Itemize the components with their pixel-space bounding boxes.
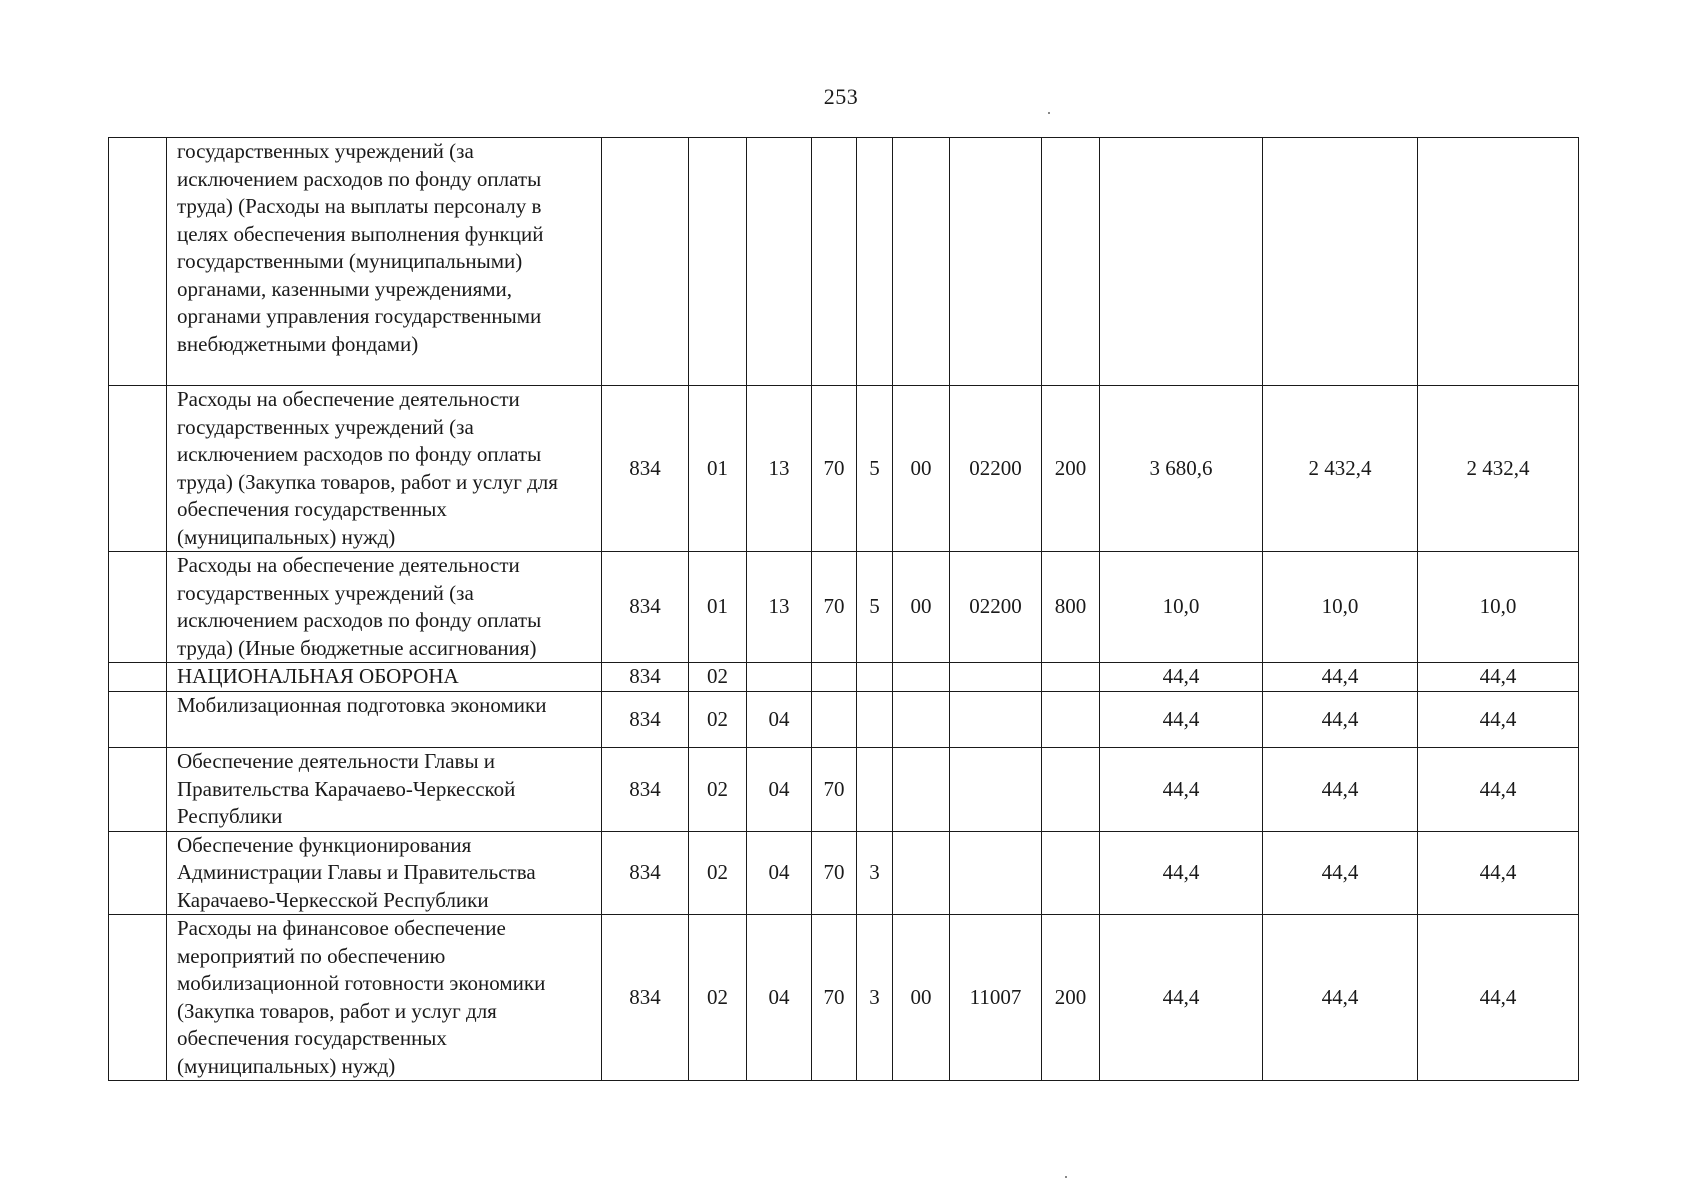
expense-type-code	[1042, 663, 1100, 692]
table-body	[109, 138, 1579, 1081]
expense-type-code: 200	[1042, 915, 1100, 1081]
target-code-subprogram: 3	[857, 915, 893, 1081]
target-code-subprogram	[857, 663, 893, 692]
amount-year-2: 44,4	[1263, 663, 1418, 692]
amount-year-1: 44,4	[1100, 692, 1263, 748]
expense-name: Расходы на финансовое обеспечение мероприятий по обеспечению мобилизационной готовности экономики (Закупка товаров, работ и услуг для обеспечения государственных (муниципальных) нужд)	[167, 915, 602, 1081]
row-number-cell	[109, 663, 167, 692]
amount-year-3: 2 432,4	[1418, 386, 1579, 552]
amount-year-1: 44,4	[1100, 748, 1263, 832]
expense-name: государственных учреждений (за исключением расходов по фонду оплаты труда) (Расходы на выплаты персоналу в целях обеспечения выполнения функций государственными (муниципальными) органами, казенными учреждениями, органами управления государственными внебюджетными фондами)	[167, 138, 602, 386]
ved-code: 834	[602, 748, 689, 832]
expense-type-code	[1042, 138, 1100, 386]
expense-type-code	[1042, 692, 1100, 748]
expense-name: НАЦИОНАЛЬНАЯ ОБОРОНА	[167, 663, 602, 692]
row-number-cell	[109, 831, 167, 915]
table-row	[109, 138, 1579, 386]
target-code-direction	[950, 748, 1042, 832]
expense-type-code	[1042, 748, 1100, 832]
amount-year-3: 44,4	[1418, 692, 1579, 748]
section-code: 02	[689, 915, 747, 1081]
amount-year-2: 44,4	[1263, 915, 1418, 1081]
expense-name: Обеспечение функционирования Администрации Главы и Правительства Карачаево-Черкесской Республики	[167, 831, 602, 915]
subsection-code: 04	[747, 748, 812, 832]
expense-name: Обеспечение деятельности Главы и Правительства Карачаево-Черкесской Республики	[167, 748, 602, 832]
target-code-program: 70	[812, 915, 857, 1081]
target-code-subprogram	[857, 692, 893, 748]
target-code-program: 70	[812, 831, 857, 915]
target-code-program: 70	[812, 748, 857, 832]
section-code: 01	[689, 552, 747, 663]
expense-name: Расходы на обеспечение деятельности государственных учреждений (за исключением расходов по фонду оплаты труда) (Иные бюджетные ассигнования)	[167, 552, 602, 663]
amount-year-1: 44,4	[1100, 831, 1263, 915]
subsection-code	[747, 138, 812, 386]
expense-type-code: 200	[1042, 386, 1100, 552]
amount-year-2: 2 432,4	[1263, 386, 1418, 552]
ved-code: 834	[602, 692, 689, 748]
target-code-direction	[950, 831, 1042, 915]
amount-year-2: 44,4	[1263, 692, 1418, 748]
amount-year-2: 44,4	[1263, 831, 1418, 915]
row-number-cell	[109, 692, 167, 748]
row-number-cell	[109, 748, 167, 832]
table-row	[109, 552, 1579, 663]
target-code-direction	[950, 138, 1042, 386]
subsection-code: 13	[747, 386, 812, 552]
amount-year-2	[1263, 138, 1418, 386]
target-code-event	[893, 663, 950, 692]
section-code	[689, 138, 747, 386]
target-code-subprogram: 5	[857, 552, 893, 663]
row-number-cell	[109, 386, 167, 552]
target-code-subprogram: 5	[857, 386, 893, 552]
amount-year-3: 44,4	[1418, 831, 1579, 915]
page-number: 253	[823, 84, 859, 109]
scan-speck	[1065, 1176, 1067, 1178]
amount-year-2: 10,0	[1263, 552, 1418, 663]
target-code-direction: 02200	[950, 386, 1042, 552]
amount-year-1: 44,4	[1100, 663, 1263, 692]
scan-speck	[1048, 112, 1050, 114]
table-row	[109, 386, 1579, 552]
section-code: 02	[689, 748, 747, 832]
table-row	[109, 663, 1579, 692]
amount-year-1: 3 680,6	[1100, 386, 1263, 552]
row-number-cell	[109, 138, 167, 386]
ved-code: 834	[602, 831, 689, 915]
budget-table	[108, 137, 1579, 1081]
amount-year-2: 44,4	[1263, 748, 1418, 832]
amount-year-1	[1100, 138, 1263, 386]
table-row	[109, 915, 1579, 1081]
target-code-event: 00	[893, 386, 950, 552]
ved-code: 834	[602, 915, 689, 1081]
ved-code: 834	[602, 386, 689, 552]
amount-year-1: 10,0	[1100, 552, 1263, 663]
row-number-cell	[109, 915, 167, 1081]
target-code-program	[812, 663, 857, 692]
target-code-direction: 11007	[950, 915, 1042, 1081]
target-code-direction: 02200	[950, 552, 1042, 663]
subsection-code: 04	[747, 692, 812, 748]
target-code-direction	[950, 663, 1042, 692]
ved-code: 834	[602, 663, 689, 692]
target-code-event: 00	[893, 915, 950, 1081]
target-code-program: 70	[812, 386, 857, 552]
target-code-subprogram: 3	[857, 831, 893, 915]
target-code-program: 70	[812, 552, 857, 663]
target-code-event: 00	[893, 552, 950, 663]
table-row	[109, 831, 1579, 915]
target-code-event	[893, 138, 950, 386]
row-number-cell	[109, 552, 167, 663]
target-code-direction	[950, 692, 1042, 748]
ved-code: 834	[602, 552, 689, 663]
target-code-event	[893, 748, 950, 832]
subsection-code: 13	[747, 552, 812, 663]
subsection-code: 04	[747, 915, 812, 1081]
amount-year-3: 44,4	[1418, 663, 1579, 692]
target-code-event	[893, 692, 950, 748]
section-code: 01	[689, 386, 747, 552]
amount-year-3: 44,4	[1418, 915, 1579, 1081]
target-code-event	[893, 831, 950, 915]
target-code-subprogram	[857, 138, 893, 386]
subsection-code: 04	[747, 831, 812, 915]
target-code-subprogram	[857, 748, 893, 832]
expense-type-code	[1042, 831, 1100, 915]
section-code: 02	[689, 831, 747, 915]
expense-name: Мобилизационная подготовка экономики	[167, 692, 602, 748]
section-code: 02	[689, 663, 747, 692]
amount-year-1: 44,4	[1100, 915, 1263, 1081]
expense-type-code: 800	[1042, 552, 1100, 663]
table-row	[109, 748, 1579, 832]
expense-name: Расходы на обеспечение деятельности государственных учреждений (за исключением расходов по фонду оплаты труда) (Закупка товаров, работ и услуг для обеспечения государственных (муниципальных) нужд)	[167, 386, 602, 552]
amount-year-3: 10,0	[1418, 552, 1579, 663]
table-row	[109, 692, 1579, 748]
section-code: 02	[689, 692, 747, 748]
amount-year-3	[1418, 138, 1579, 386]
subsection-code	[747, 663, 812, 692]
ved-code	[602, 138, 689, 386]
target-code-program	[812, 692, 857, 748]
amount-year-3: 44,4	[1418, 748, 1579, 832]
target-code-program	[812, 138, 857, 386]
